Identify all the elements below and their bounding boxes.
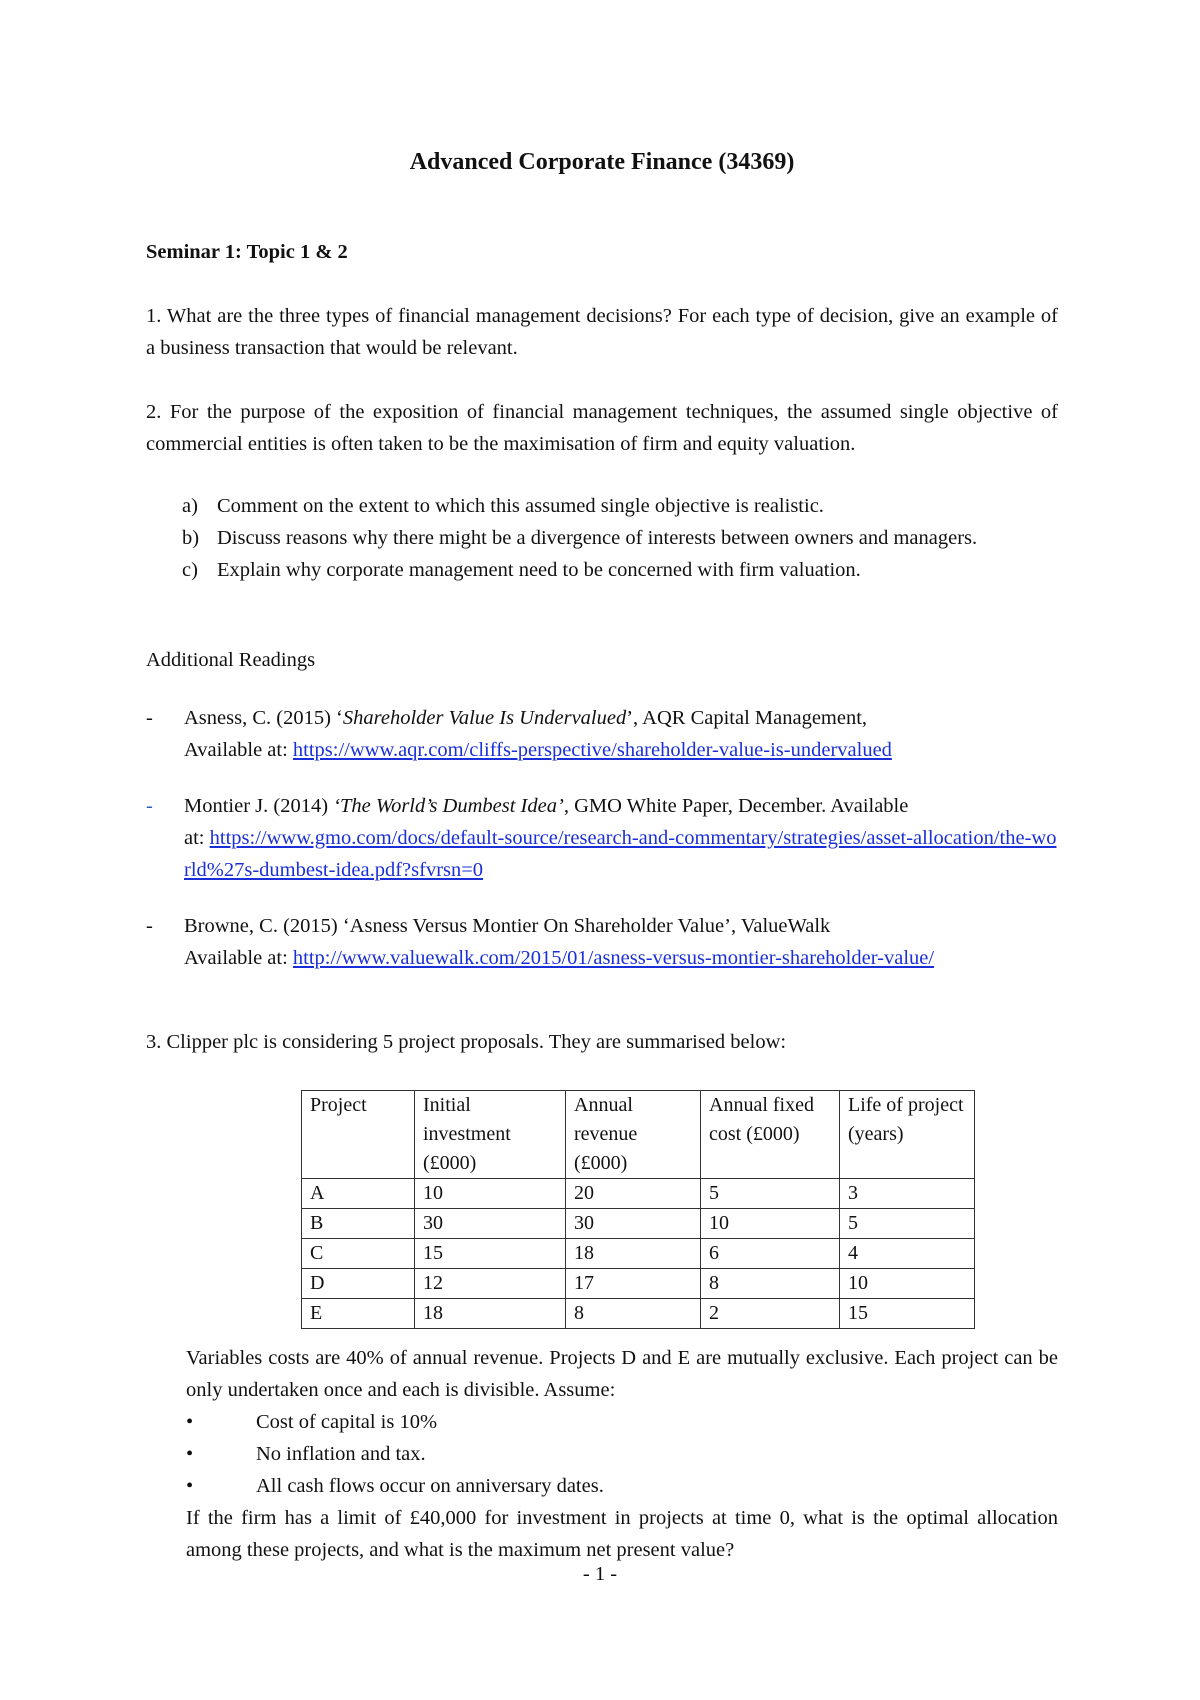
header-life-of-project: Life of project (years) (840, 1091, 975, 1179)
reading-montier (146, 790, 1058, 886)
cell-annual-revenue: 18 (566, 1239, 701, 1269)
reading-link-gmo[interactable]: https://www.gmo.com/docs/default-source/research-and-commentary/strategies/asset-allocation/the-world%27s-dumbest-idea.pdf?sfvrsn=0 (184, 827, 1057, 881)
assumption-item (186, 1438, 1058, 1470)
item-text: Discuss reasons why there might be a divergence of interests between owners and managers. (217, 527, 978, 549)
cell-annual-revenue: 30 (566, 1209, 701, 1239)
header-project: Project (302, 1091, 415, 1179)
reading-citation-post: ’, AQR Capital Management, (626, 707, 868, 729)
item-text: Comment on the extent to which this assumed single objective is realistic. (217, 495, 824, 517)
cell-annual-fixed-cost: 2 (701, 1299, 840, 1329)
cell-project: B (302, 1209, 415, 1239)
question-2-item-a (146, 490, 1058, 522)
reading-citation: Browne, C. (2015) ‘Asness Versus Montier On Shareholder Value’, ValueWalk (184, 915, 831, 937)
cell-annual-fixed-cost: 5 (701, 1179, 840, 1209)
item-label: c) (182, 559, 198, 581)
reading-citation-pre: Asness, C. (2015) ‘ (184, 707, 343, 729)
table-row (302, 1179, 975, 1209)
list-dash: - (146, 795, 153, 817)
assumption-text: Cost of capital is 10% (256, 1411, 438, 1433)
reading-browne (146, 910, 1058, 974)
bullet-icon: • (186, 1443, 194, 1465)
available-label: at: (184, 827, 210, 849)
table-header-row (302, 1091, 975, 1179)
assumption-item (186, 1406, 1058, 1438)
header-initial-investment: Initial investment (£000) (415, 1091, 566, 1179)
cell-life: 10 (840, 1269, 975, 1299)
reading-title: ‘The World’s Dumbest Idea’ (333, 795, 564, 817)
cell-annual-revenue: 8 (566, 1299, 701, 1329)
table-row (302, 1299, 975, 1329)
table-row (302, 1209, 975, 1239)
header-annual-revenue: Annual revenue (£000) (566, 1091, 701, 1179)
document-title: Advanced Corporate Finance (34369) (409, 149, 795, 175)
bullet-icon: • (186, 1475, 194, 1497)
reading-asness (146, 702, 1058, 766)
assumption-text: No inflation and tax. (256, 1443, 426, 1465)
cell-project: A (302, 1179, 415, 1209)
cell-project: E (302, 1299, 415, 1329)
question-3-intro: 3. Clipper plc is considering 5 project proposals. They are summarised below: (146, 1031, 787, 1053)
reading-link-valuewalk[interactable]: http://www.valuewalk.com/2015/01/asness-versus-montier-shareholder-value/ (292, 947, 935, 969)
item-label: a) (182, 495, 198, 517)
cell-life: 3 (840, 1179, 975, 1209)
available-label: Available at: (184, 947, 293, 969)
question-3-question: If the firm has a limit of £40,000 for investment in projects at time 0, what is the optimal allocation among these projects, and what is the maximum net present value? (186, 1507, 1058, 1561)
cell-initial-investment: 30 (415, 1209, 566, 1239)
assumption-item (186, 1470, 1058, 1502)
reading-link-aqr[interactable]: https://www.aqr.com/cliffs-perspective/shareholder-value-is-undervalued (292, 739, 892, 761)
cell-initial-investment: 10 (415, 1179, 566, 1209)
item-text: Explain why corporate management need to be concerned with firm valuation. (217, 559, 861, 581)
cell-project: C (302, 1239, 415, 1269)
projects-table (301, 1090, 975, 1329)
cell-annual-fixed-cost: 6 (701, 1239, 840, 1269)
cell-life: 15 (840, 1299, 975, 1329)
question-3-conditions: Variables costs are 40% of annual revenue. Projects D and E are mutually exclusive. Each project can be only undertaken once and each is divisible. Assume: (186, 1347, 1058, 1401)
item-label: b) (182, 527, 200, 549)
table-row (302, 1269, 975, 1299)
question-2: 2. For the purpose of the exposition of financial management techniques, the assumed single objective of commercial entities is often taken to be the maximisation of firm and equity valuation. (146, 401, 1058, 455)
additional-readings-heading: Additional Readings (146, 649, 316, 671)
cell-annual-fixed-cost: 10 (701, 1209, 840, 1239)
cell-annual-fixed-cost: 8 (701, 1269, 840, 1299)
reading-citation-post: , GMO White Paper, December. Available (563, 795, 909, 817)
available-label: Available at: (184, 739, 293, 761)
reading-title: Shareholder Value Is Undervalued (342, 707, 627, 729)
list-dash: - (146, 707, 153, 729)
cell-annual-revenue: 17 (566, 1269, 701, 1299)
page-number: - 1 - (582, 1563, 618, 1585)
reading-citation-pre: Montier J. (2014) (184, 795, 334, 817)
cell-project: D (302, 1269, 415, 1299)
assumptions-list (186, 1406, 1058, 1502)
question-1: 1. What are the three types of financial management decisions? For each type of decision, give an example of a business transaction that would be relevant. (146, 305, 1058, 359)
cell-initial-investment: 18 (415, 1299, 566, 1329)
seminar-heading: Seminar 1: Topic 1 & 2 (146, 241, 348, 263)
question-2-item-c (146, 554, 1058, 586)
assumption-text: All cash flows occur on anniversary dates. (256, 1475, 604, 1497)
cell-initial-investment: 12 (415, 1269, 566, 1299)
question-2-subitems (146, 490, 1058, 586)
cell-annual-revenue: 20 (566, 1179, 701, 1209)
readings-list (146, 702, 1058, 998)
cell-initial-investment: 15 (415, 1239, 566, 1269)
cell-life: 4 (840, 1239, 975, 1269)
table-row (302, 1239, 975, 1269)
bullet-icon: • (186, 1411, 194, 1433)
question-2-item-b (146, 522, 1058, 554)
header-annual-fixed-cost: Annual fixed cost (£000) (701, 1091, 840, 1179)
list-dash: - (146, 915, 153, 937)
cell-life: 5 (840, 1209, 975, 1239)
